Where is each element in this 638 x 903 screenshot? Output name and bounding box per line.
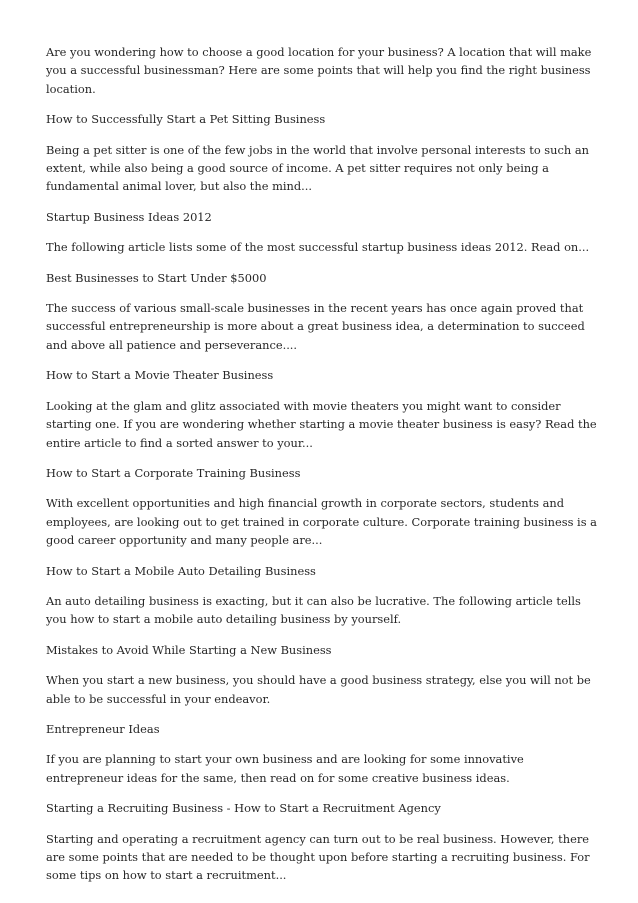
- article-mistakes-to-avoid: [46, 641, 602, 708]
- article-pet-sitting: [46, 110, 602, 196]
- article-title: How to Start a Movie Theater Business: [46, 368, 274, 383]
- article-mobile-auto-detailing: [46, 562, 602, 629]
- article-summary: An auto detailing business is exacting, but it can also be lucrative. The following article tells you how to start a mobile auto detailing business by yourself.: [46, 593, 581, 627]
- article-summary: The following article lists some of the most successful startup business ideas 2012. Read on...: [46, 240, 590, 255]
- article-businesses-under-5000: [46, 269, 602, 355]
- article-recruiting-business: [46, 799, 602, 885]
- article-startup-ideas-2012: [46, 208, 602, 257]
- article-summary: Being a pet sitter is one of the few jobs in the world that involve personal interests to such an extent, while also being a good source of income. A pet sitter requires not only being a fundamental animal lover, but also the mind...: [46, 142, 589, 194]
- article-title: Mistakes to Avoid While Starting a New Business: [46, 642, 332, 657]
- article-title: How to Start a Corporate Training Business: [46, 465, 301, 480]
- article-title: Startup Business Ideas 2012: [46, 209, 212, 224]
- article-summary: Looking at the glam and glitz associated with movie theaters you might want to consider starting one. If you are wondering whether starting a movie theater business is easy? Read the entire article to find a sorted answer to your...: [46, 398, 597, 450]
- article-title: How to Start a Mobile Auto Detailing Business: [46, 563, 316, 578]
- article-title: Starting a Recruiting Business - How to Start a Recruitment Agency: [46, 801, 441, 816]
- article-title: Best Businesses to Start Under $5000: [46, 270, 267, 285]
- article-summary: With excellent opportunities and high financial growth in corporate sectors, students and employees, are looking out to get trained in corporate culture. Corporate training business is a good career opportunity and many people are...: [46, 496, 597, 548]
- article-summary: The success of various small-scale businesses in the recent years has once again proved that successful entrepreneurship is more about a great business idea, a determination to succeed and above all patience and perseverance....: [46, 301, 585, 352]
- article-title: How to Successfully Start a Pet Sitting Business: [46, 112, 326, 127]
- article-summary: When you start a new business, you should have a good business strategy, else you will not be able to be successful in your endeavor.: [46, 673, 591, 706]
- intro-paragraph: Are you wondering how to choose a good location for your business? A location that will make you a successful businessman? Here are some points that will help you find the right business location.: [46, 45, 592, 96]
- article-movie-theater: [46, 366, 602, 452]
- article-summary: If you are planning to start your own business and are looking for some innovative entrepreneur ideas for the same, then read on for some creative business ideas.: [46, 752, 524, 785]
- article-corporate-training: [46, 464, 602, 550]
- article-title: Entrepreneur Ideas: [46, 721, 160, 736]
- article-summary: Starting and operating a recruitment agency can turn out to be real business. However, there are some points that are needed to be thought upon before starting a recruiting business. For some tips on how to start a recruitment...: [46, 831, 590, 883]
- document-page: [46, 43, 602, 897]
- article-entrepreneur-ideas: [46, 720, 602, 787]
